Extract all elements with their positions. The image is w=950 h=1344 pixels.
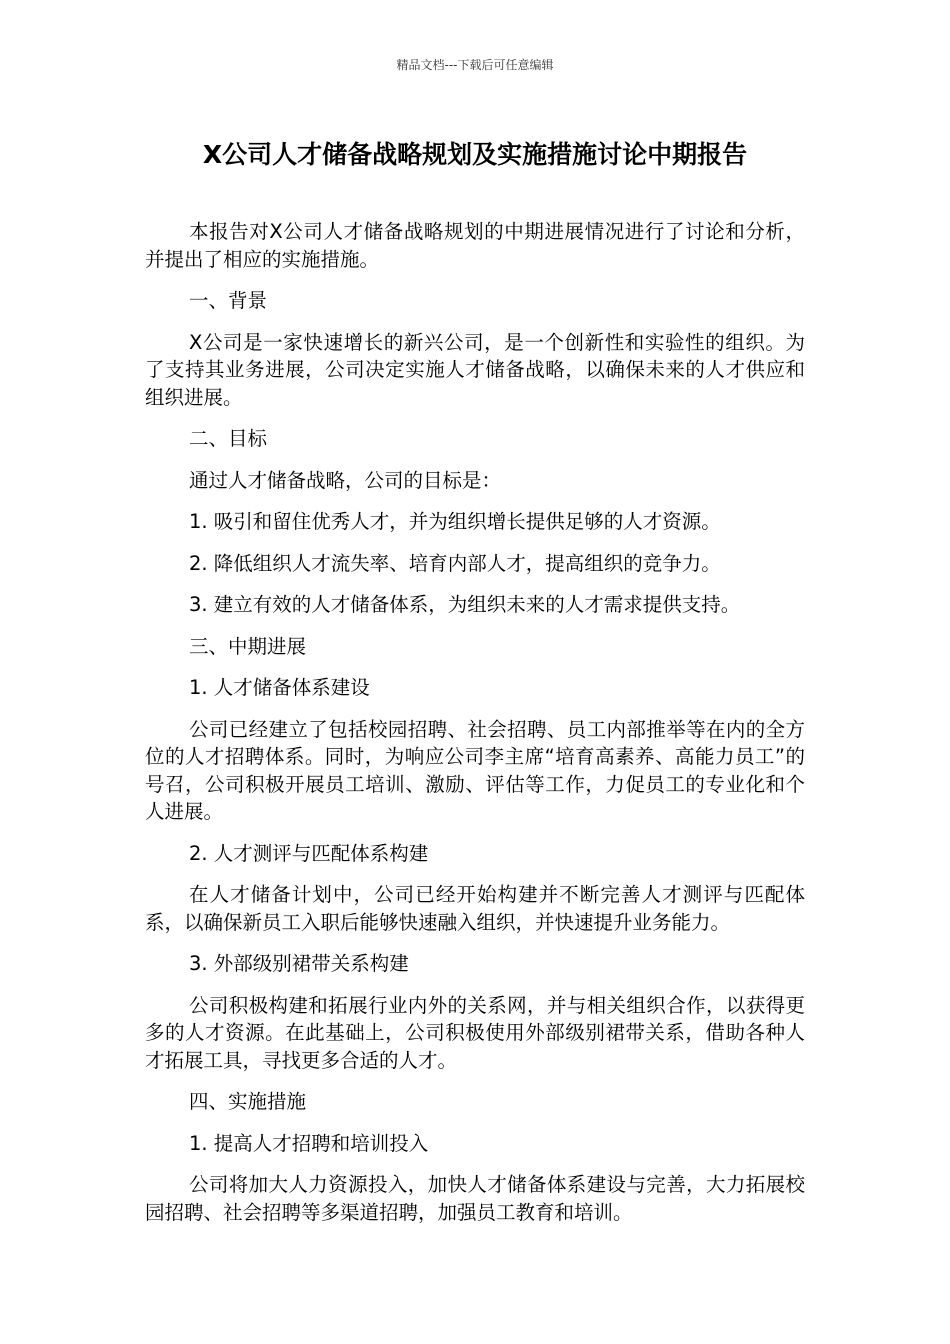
intro-paragraph: 本报告对X公司人才储备战略规划的中期进展情况进行了讨论和分析，并提出了相应的实施措施。 (145, 220, 805, 271)
external-relations-paragraph: 公司积极构建和拓展行业内外的关系网，并与相关组织合作，以获得更多的人才资源。在此基础上，公司积极使用外部级别裙带关系，借助各种人才拓展工具，寻找更多合适的人才。 (145, 993, 805, 1072)
goal-item-3: 3. 建立有效的人才储备体系，为组织未来的人才需求提供支持。 (189, 593, 741, 616)
subheading-assessment-system: 2. 人才测评与匹配体系构建 (189, 841, 429, 865)
recruitment-investment-paragraph: 公司将加大人力资源投入，加快人才储备体系建设与完善，大力拓展校园招聘、社会招聘等多渠道招聘，加强员工教育和培训。 (145, 1173, 805, 1224)
subheading-recruitment-investment: 1. 提高人才招聘和培训投入 (189, 1131, 429, 1155)
background-paragraph: X公司是一家快速增长的新兴公司，是一个创新性和实验性的组织。为了支持其业务进展，公司决定实施人才储备战略，以确保未来的人才供应和组织进展。 (145, 330, 805, 409)
talent-system-paragraph: 公司已经建立了包括校园招聘、社会招聘、员工内部推举等在内的全方位的人才招聘体系。同时，为响应公司李主席“培育高素养、高能力员工”的号召，公司积极开展员工培训、激励、评估等工作，力促员工的专业化和个人进展。 (145, 717, 805, 823)
section-heading-measures: 四、实施措施 (189, 1090, 307, 1113)
section-heading-progress: 三、中期进展 (189, 634, 307, 658)
goal-item-2: 2. 降低组织人才流失率、培育内部人才，提高组织的竞争力。 (189, 551, 721, 575)
subheading-external-relations: 3. 外部级别裙带关系构建 (189, 952, 409, 975)
document-title: X公司人才储备战略规划及实施措施讨论中期报告 (202, 140, 748, 169)
section-heading-goals: 二、目标 (189, 427, 268, 450)
document-body (145, 218, 805, 1240)
page-header: 精品文档---下载后可任意编辑 (396, 58, 554, 72)
section-heading-background: 一、背景 (189, 289, 268, 312)
goal-item-1: 1. 吸引和留住优秀人才，并为组织增长提供足够的人才资源。 (189, 510, 721, 533)
goals-intro-paragraph: 通过人才储备战略，公司的目标是： (189, 468, 502, 492)
assessment-system-paragraph: 在人才储备计划中，公司已经开始构建并不断完善人才测评与匹配体系，以确保新员工入职后能够快速融入组织，并快速提升业务能力。 (145, 883, 805, 934)
subheading-talent-system: 1. 人才储备体系建设 (189, 676, 370, 699)
